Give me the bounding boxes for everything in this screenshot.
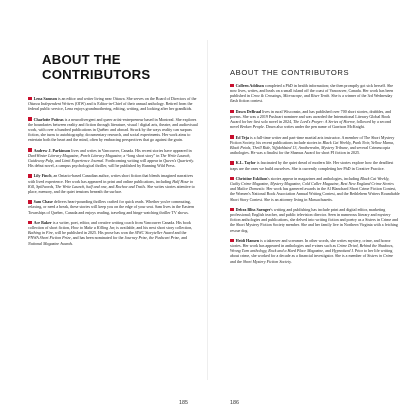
contributor-name: Ace Baker: [33, 219, 52, 225]
running-header: ABOUT THE CONTRIBUTORS: [230, 68, 350, 77]
publication-title: Ottawa Independent Writers: [28, 101, 74, 107]
contributor-bio: [230, 160, 400, 170]
bullet-square-icon: [28, 117, 32, 121]
bio-text: Dawn also writes under the pen name of Garrison McKnight.: [264, 124, 365, 130]
bio-text: and: [180, 235, 188, 241]
contributor-bio: [28, 220, 198, 246]
publication-title: Malice Domestic.: [236, 186, 266, 192]
bio-text: She writes stories attentive to place, memory, and the quiet tensions beneath the surface.: [28, 183, 195, 194]
contributor-bio: [230, 238, 400, 264]
publication-title: Crime Dried, Behind the Shadows, Wrong Turn anthology, Rock and a Hard Place Magazine,: [230, 243, 394, 254]
contributor-name: Debra Bliss Saenger: [235, 206, 271, 212]
publication-title: PNWA Short Fiction Prize,: [28, 235, 72, 241]
contributor-name: Colleen Addison: [235, 83, 264, 88]
publication-title: Bathing in Fire,: [28, 230, 54, 236]
bio-list: [230, 83, 400, 264]
bio-text: is a takeover and screamer. In other words, she writes mystery, crime, and horror stories. Her work has appeared in anthologies and e-zines such as: [230, 237, 391, 249]
bullet-square-icon: [28, 221, 32, 225]
publication-title: The Write Launch, Guideway Pulp,: [28, 152, 191, 163]
publication-title: Half Hour to Kill, Spillwords, The Write Launch, half and one,: [28, 178, 194, 189]
publication-title: How to Make a Killing Jar,: [71, 225, 116, 231]
right-page: [208, 0, 416, 416]
bio-text: (OIW) and is Editor-in-Chief of their annual anthology. Retired from the federal public service, Lena enjoys grandmothering, editing, writing, and looking after her grandkids.: [28, 101, 193, 112]
bio-text: is a writer, poet, editor, and creative writing coach from Vancouver Canada. His book collection of short fiction,: [28, 219, 191, 231]
bullet-square-icon: [230, 135, 234, 139]
page-title: ABOUT THE CONTRIBUTORS: [42, 52, 151, 82]
publication-title: Broken People.: [240, 124, 265, 130]
bio-text: , an Ontario-based Canadian author, writes short fiction that blends imagined narratives with lived experience. Her work has appeared in print and online publications, including: [28, 173, 194, 184]
contributor-bio: [230, 207, 400, 233]
contributor-name: Christine Eskilson: [235, 175, 268, 181]
contributor-name: Ed Teja: [235, 134, 249, 140]
bullet-square-icon: [28, 148, 32, 152]
bio-text: and: [107, 183, 116, 189]
bio-text: and: [230, 186, 237, 192]
bio-text: and several Crimeucopia anthologies. He was a finalist for the Shamus Award for short PI fiction in 2025.: [230, 144, 391, 156]
bio-text: is a full-time writer and part-time martial arts instructor. A member of The Short Mystery Fiction Society, his recent publications include stories in: [230, 134, 395, 145]
contributor-name: K.L. Taylor: [235, 160, 256, 166]
contributor-name: Dawn DeBraal: [235, 108, 262, 114]
bullet-square-icon: [230, 84, 234, 88]
bullet-square-icon: [230, 161, 234, 165]
publication-title: Journey Prize, the Pushcart Prize,: [124, 235, 181, 241]
bio-text: is available, and his next short story collection,: [115, 225, 193, 231]
bio-text: Her work has garnered awards in the Al Blanchard Short Crime Fiction Contest, the Women's National Book Association Annual Writing Contest, and the Bethlehem Writers Roundtable Short Story Contest. She is an attorney living in Massachusetts.: [230, 186, 400, 202]
publication-title: Rochoe and Trails.: [115, 183, 147, 189]
bullet-square-icon: [230, 110, 234, 114]
contributor-bio: [28, 96, 198, 111]
bio-text: and: [302, 93, 311, 99]
bio-text: She is a winner of the 3rd Wednesday flash fiction contest.: [230, 93, 393, 104]
bio-list: [28, 96, 198, 246]
bio-text: and the: [230, 258, 243, 264]
contributor-name: Lena Samson: [33, 96, 57, 101]
contributor-bio: [28, 199, 198, 214]
publication-title: DarkWinter Literary Magazine, Porch Literary Magazine,: [28, 152, 123, 158]
contributor-bio: [230, 109, 400, 130]
bio-text: followed by a second novel: [230, 119, 392, 130]
bio-text: is an editor and writer living near Ottawa. She serves on the Board of Directors of the: [56, 96, 197, 101]
bio-text: delivers heart-pounding thrillers crafted for quick reads. Whether you're commuting, relaxing, or need a break, these stories will keep you on the edge of your seat. Sam lives in the Eastern Townships of Quebec, Canada and enjoys reading, traveling and binge-watching thriller TV shows.: [28, 199, 194, 215]
bullet-square-icon: [230, 208, 234, 212]
bio-text: a “long short story” in: [122, 152, 161, 158]
publication-title: Black Cat Weekly, Punk Noir, Yellow Mama, Black Petals, Thrill Ride, Ytfjdahlsted 13, Anotherealm, Mystery Tribune,: [230, 139, 394, 150]
publication-title: Crow & Crossings, Microscope,: [250, 93, 303, 99]
contributor-bio: [230, 176, 400, 202]
publication-title: The Lord's Prayer: A Series of Horror,: [293, 119, 356, 125]
publication-title: Riser Tenth.: [310, 93, 331, 99]
contributor-bio: [230, 135, 400, 156]
contributor-name: Andrew J. Parkinson: [33, 147, 71, 153]
bio-text: and has been nominated for the: [71, 235, 125, 241]
bio-text: 's writing and publishing has include print and digital editor, marketing professional; English teacher, and public television director. Seen in numerous literary and mystery fiction anthologies and publications, she delved into writing fiction and poetry as a Sisters in Crime and the Short Mystery Fiction Society member. She and her family live in Northern Virginia with a fetching rescue dog.: [230, 206, 399, 233]
publication-title: Sisters in Crime: [367, 253, 394, 259]
publication-title: National Magazine Awards.: [28, 240, 74, 246]
publication-title: SIWC Storyteller Award: [134, 230, 174, 236]
contributor-bio: [28, 148, 198, 169]
bio-text: and: [324, 248, 332, 254]
contributor-name: Lily Finch: [33, 173, 52, 179]
bio-text: will be published in 2025. His prose has won the: [53, 230, 135, 236]
page-number: 186: [230, 400, 239, 406]
contributor-bio: [28, 173, 198, 194]
publication-title: Hypnotized I.: [332, 248, 354, 254]
bullet-square-icon: [28, 200, 32, 204]
bio-text: His debut novel, a campus psychological thriller, will be published by Running Wild Press.: [28, 163, 176, 169]
bio-text: lives in rural Wisconsin, and has published over 700 short stories, drabbles, and poems. She was a 2019 Pushcart nominee and was awarded the International Literary Global Book Award for her first solo novel in 2024,: [230, 108, 392, 125]
publication-title: Queen's Quarterly.: [163, 157, 194, 163]
contributor-name: Sam Chase: [33, 199, 53, 205]
bio-text: and: [54, 157, 62, 163]
contributor-name: Heidi Hansen: [235, 237, 260, 243]
bio-text: is a neurodivergent and queer artist-entrepreneur based in Montreal. She explores the boundaries between reality and fiction through literature, visual / digital arts, theatre, and audiovisual work, with over a hundred publications in Québec and abroad. Struck by the ways reality can surpass fiction, she turns to autobiography, documentary research, and social experiments. Her work aims to entertain both the heart and the mind, often by embracing perspectives that go against the grain.: [28, 116, 198, 143]
bullet-square-icon: [28, 174, 32, 178]
page-number: 185: [179, 400, 188, 406]
contributor-bio: [230, 83, 400, 104]
bio-text: Prior to her life writing about crime, she worked for a decade as a financial investigator. She is a member of: [230, 248, 393, 259]
publication-title: Short Mystery Fiction Society.: [242, 258, 292, 264]
bullet-square-icon: [230, 239, 234, 243]
bullet-square-icon: [230, 177, 234, 181]
bio-text: lives and writes in Vancouver, Canada. His recent stories have appeared in: [70, 147, 192, 153]
publication-title: Limit Experience Journal.: [61, 157, 105, 163]
contributor-name: Charlotte Poitras: [33, 116, 64, 122]
bio-text: 's stories appear in magazines and anthologies, including: [267, 175, 361, 181]
publication-title: Black Cat Weekly, Guilty Crime Magazine, Mystery Magazine, Cold Caller Magazine, Best New England Crime Stories: [230, 175, 394, 187]
bio-text: and the: [173, 230, 187, 236]
contributor-bio: [28, 117, 198, 143]
bio-text: is fascinated by the quiet dread of modern life. Her stories explore how the deadliest traps are the ones we build ourselves. She is currently completing her PhD in Creative Practice.: [230, 160, 394, 171]
bio-text: completed a PhD in health information; she then promptly got sick herself. She now lives, writes, and heals on a small island off the coast of Vancouver, Canada. Her work has been published in: [230, 83, 394, 99]
bio-text: Forthcoming writing will appear in: [104, 157, 164, 163]
bullet-square-icon: [28, 97, 32, 101]
